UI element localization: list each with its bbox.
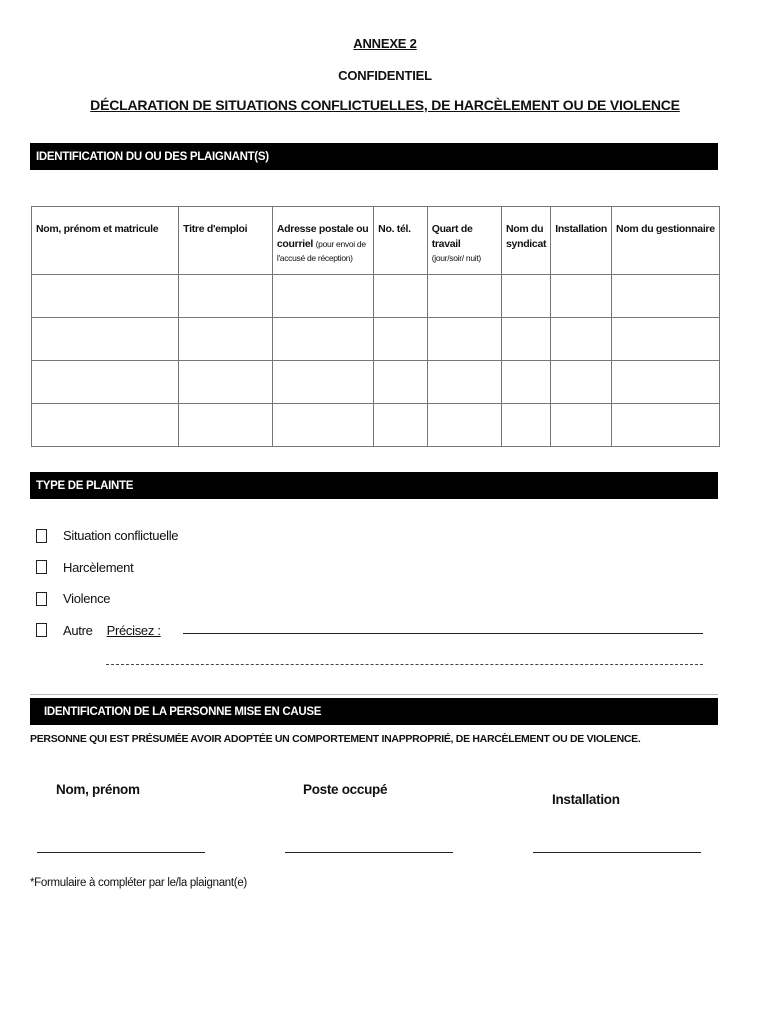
- table-cell[interactable]: [32, 275, 179, 318]
- section-respondent-subtitle: PERSONNE QUI EST PRÉSUMÉE AVOIR ADOPTÉE UN COMPORTEMENT INAPPROPRIÉ, DE HARCÈLEMENT OU DE VIOLENCE.: [30, 733, 641, 745]
- table-row: [32, 275, 720, 318]
- table-row: [32, 318, 720, 361]
- respondent-name-label: Nom, prénom: [56, 782, 140, 797]
- option-violence: [36, 583, 178, 615]
- option-label: Harcèlement: [63, 559, 134, 575]
- table-cell[interactable]: [179, 275, 273, 318]
- table-cell[interactable]: [272, 318, 373, 361]
- table-cell[interactable]: [32, 318, 179, 361]
- section-respondent-header: [30, 698, 718, 725]
- section-complaint-type-title: TYPE DE PLAINTE: [36, 479, 134, 492]
- table-cell[interactable]: [502, 318, 551, 361]
- table-cell[interactable]: [612, 275, 720, 318]
- table-cell[interactable]: [427, 404, 501, 447]
- column-header-name: Nom, prénom et matricule: [32, 207, 179, 275]
- table-cell[interactable]: [612, 361, 720, 404]
- complaint-type-options: [36, 520, 178, 646]
- table-cell[interactable]: [551, 404, 612, 447]
- column-header-union: Nom du syndicat: [502, 207, 551, 275]
- table-cell[interactable]: [502, 404, 551, 447]
- table-cell[interactable]: [179, 318, 273, 361]
- respondent-position-line[interactable]: [285, 852, 453, 853]
- form-title: DÉCLARATION DE SITUATIONS CONFLICTUELLES, DE HARCÈLEMENT OU DE VIOLENCE: [90, 97, 680, 113]
- complainants-table: [31, 206, 720, 447]
- table-cell[interactable]: [179, 361, 273, 404]
- table-header-row: [32, 207, 720, 275]
- column-header-installation: Installation: [551, 207, 612, 275]
- specify-line[interactable]: [183, 633, 703, 634]
- table-cell[interactable]: [272, 404, 373, 447]
- table-cell[interactable]: [427, 275, 501, 318]
- respondent-name-line[interactable]: [37, 852, 205, 853]
- column-header-manager: Nom du gestionnaire: [612, 207, 720, 275]
- address-note: (pour envoi de l'accusé de réception): [276, 238, 366, 264]
- checkbox-violence[interactable]: [36, 592, 47, 606]
- confidential-label: CONFIDENTIEL: [338, 68, 432, 83]
- checkbox-harassment[interactable]: [36, 560, 47, 574]
- footer-note: *Formulaire à compléter par le/la plaignant(e): [30, 877, 247, 889]
- table-cell[interactable]: [427, 318, 501, 361]
- table-cell[interactable]: [612, 318, 720, 361]
- column-header-job-title: Titre d'emploi: [179, 207, 273, 275]
- table-cell[interactable]: [374, 318, 428, 361]
- specify-line-continued[interactable]: [106, 664, 703, 665]
- option-harassment: [36, 552, 178, 584]
- table-cell[interactable]: [551, 275, 612, 318]
- table-cell[interactable]: [612, 404, 720, 447]
- option-label: Violence: [63, 591, 111, 607]
- column-header-shift: Quart de travail (jour/soir/ nuit): [427, 207, 501, 275]
- option-other: [36, 615, 178, 647]
- table-cell[interactable]: [272, 361, 373, 404]
- section-respondent-title: IDENTIFICATION DE LA PERSONNE MISE EN CAUSE: [44, 705, 322, 718]
- shift-note: (jour/soir/ nuit): [431, 253, 481, 264]
- respondent-position-label: Poste occupé: [303, 782, 388, 797]
- column-header-address: Adresse postale ou courriel (pour envoi de l'accusé de réception): [272, 207, 373, 275]
- table-cell[interactable]: [427, 361, 501, 404]
- table-cell[interactable]: [374, 275, 428, 318]
- respondent-installation-line[interactable]: [533, 852, 701, 853]
- section-complainants-title: IDENTIFICATION DU OU DES PLAIGNANT(S): [36, 150, 269, 163]
- table-cell[interactable]: [272, 275, 373, 318]
- option-label: Situation conflictuelle: [63, 528, 179, 544]
- table-cell[interactable]: [502, 361, 551, 404]
- specify-label: Précisez :: [106, 622, 161, 638]
- table-cell[interactable]: [502, 275, 551, 318]
- table-cell[interactable]: [32, 361, 179, 404]
- section-complaint-type-header: [30, 472, 718, 499]
- option-conflict: [36, 520, 178, 552]
- annex-number: ANNEXE 2: [353, 36, 417, 51]
- column-header-phone: No. tél.: [374, 207, 428, 275]
- table-cell[interactable]: [179, 404, 273, 447]
- table-row: [32, 361, 720, 404]
- section-complainants-header: [30, 143, 718, 170]
- checkbox-conflict[interactable]: [36, 529, 47, 543]
- table-cell[interactable]: [374, 361, 428, 404]
- respondent-installation-label: Installation: [552, 792, 620, 807]
- table-row: [32, 404, 720, 447]
- option-label: Autre: [63, 622, 93, 638]
- table-cell[interactable]: [374, 404, 428, 447]
- checkbox-other[interactable]: [36, 623, 47, 637]
- table-cell[interactable]: [551, 318, 612, 361]
- table-cell[interactable]: [32, 404, 179, 447]
- divider: [30, 694, 718, 695]
- table-cell[interactable]: [551, 361, 612, 404]
